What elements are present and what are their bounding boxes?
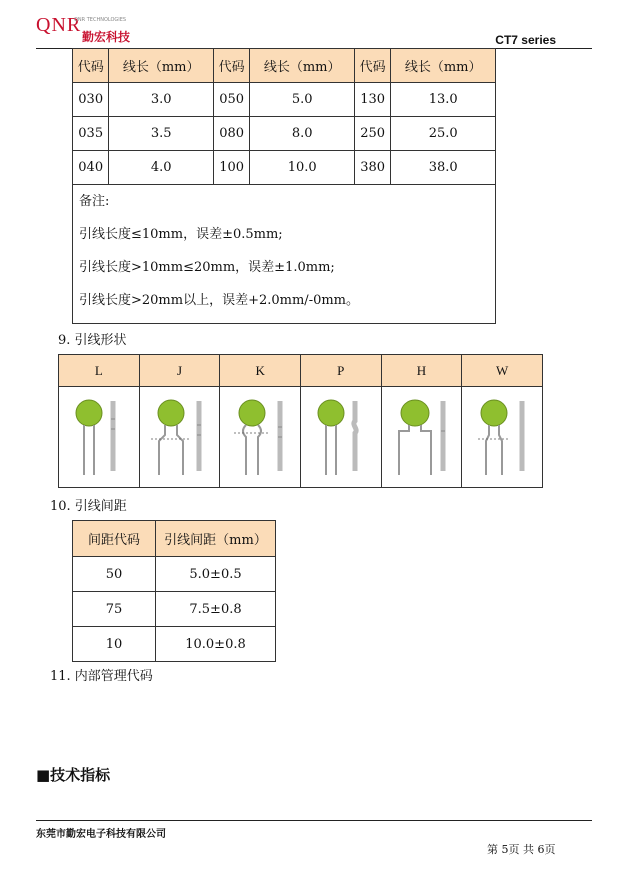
logo-subtitle: QNR TECHNOLOGIES	[74, 17, 127, 23]
table-cell: 8.0	[250, 117, 355, 151]
shape-code: L	[59, 355, 140, 387]
table-cell: 7.5±0.8	[156, 592, 276, 627]
shape-code: H	[381, 355, 462, 387]
footer-rule	[36, 820, 592, 821]
thermistor-w-shape-image	[470, 395, 534, 479]
footer-company: 东莞市勤宏电子科技有限公司	[36, 829, 166, 840]
note-line: 引线长度≤10mm，误差±0.5mm;	[79, 227, 283, 242]
header-cell: 代码	[213, 49, 249, 83]
section-9-title: 9. 引线形状	[58, 333, 127, 348]
table-cell: 4.0	[109, 151, 214, 185]
company-logo: QNR	[36, 14, 82, 36]
table-cell: 75	[73, 592, 156, 627]
notes-cell	[73, 185, 496, 324]
shape-p-cell	[300, 387, 381, 488]
table-cell: 030	[73, 83, 109, 117]
table-cell: 38.0	[391, 151, 496, 185]
table-cell: 5.0	[250, 83, 355, 117]
table-row	[73, 592, 276, 627]
table-cell: 380	[354, 151, 390, 185]
table-cell: 080	[213, 117, 249, 151]
header-cell: 线长（mm）	[391, 49, 496, 83]
table-cell: 13.0	[391, 83, 496, 117]
shape-h-cell	[381, 387, 462, 488]
table-cell: 3.0	[109, 83, 214, 117]
header-cell: 引线间距（mm）	[156, 521, 276, 557]
header-cell: 线长（mm）	[250, 49, 355, 83]
table-row	[73, 151, 496, 185]
header-cell: 代码	[73, 49, 109, 83]
notes-row	[73, 185, 496, 324]
table-cell: 250	[354, 117, 390, 151]
table-row	[73, 83, 496, 117]
table-cell: 5.0±0.5	[156, 557, 276, 592]
table-cell: 10.0	[250, 151, 355, 185]
table-cell: 10.0±0.8	[156, 627, 276, 662]
company-short-name: 勤宏科技	[82, 30, 131, 44]
thermistor-p-shape-image	[309, 395, 373, 479]
table-row	[73, 627, 276, 662]
header-cell: 间距代码	[73, 521, 156, 557]
table-cell: 035	[73, 117, 109, 151]
thermistor-k-shape-image	[228, 395, 292, 479]
section-10-title: 10. 引线间距	[50, 499, 127, 514]
table-row	[73, 117, 496, 151]
table-header-row	[59, 355, 543, 387]
header-cell: 线长（mm）	[109, 49, 214, 83]
thermistor-j-shape-image	[147, 395, 211, 479]
table-header-row	[73, 521, 276, 557]
shape-code: W	[462, 355, 543, 387]
table-header-row	[73, 49, 496, 83]
tech-spec-heading: ■技术指标	[36, 766, 111, 784]
shape-drawing-row	[59, 387, 543, 488]
table-cell: 130	[354, 83, 390, 117]
table-cell: 040	[73, 151, 109, 185]
table-row	[73, 557, 276, 592]
table-cell: 3.5	[109, 117, 214, 151]
note-line: 引线长度>20mm以上，误差+2.0mm/-0mm。	[79, 293, 360, 308]
header-cell: 代码	[354, 49, 390, 83]
lead-length-table	[72, 48, 496, 324]
shape-code: J	[139, 355, 220, 387]
table-cell: 50	[73, 557, 156, 592]
thermistor-h-shape-image	[389, 395, 453, 479]
section-11-title: 11. 内部管理代码	[50, 669, 153, 684]
lead-shape-table	[58, 354, 543, 488]
shape-k-cell	[220, 387, 301, 488]
series-label: CT7 series	[495, 33, 556, 47]
shape-w-cell	[462, 387, 543, 488]
table-cell: 050	[213, 83, 249, 117]
lead-spacing-table	[72, 520, 276, 662]
shape-code: P	[300, 355, 381, 387]
table-cell: 10	[73, 627, 156, 662]
page-number: 第 5页 共 6页	[487, 843, 556, 856]
note-line: 引线长度>10mm≤20mm，误差±1.0mm;	[79, 260, 335, 275]
shape-j-cell	[139, 387, 220, 488]
table-cell: 100	[213, 151, 249, 185]
shape-code: K	[220, 355, 301, 387]
note-label: 备注:	[79, 194, 110, 209]
table-cell: 25.0	[391, 117, 496, 151]
shape-l-cell	[59, 387, 140, 488]
thermistor-l-shape-image	[67, 395, 131, 479]
